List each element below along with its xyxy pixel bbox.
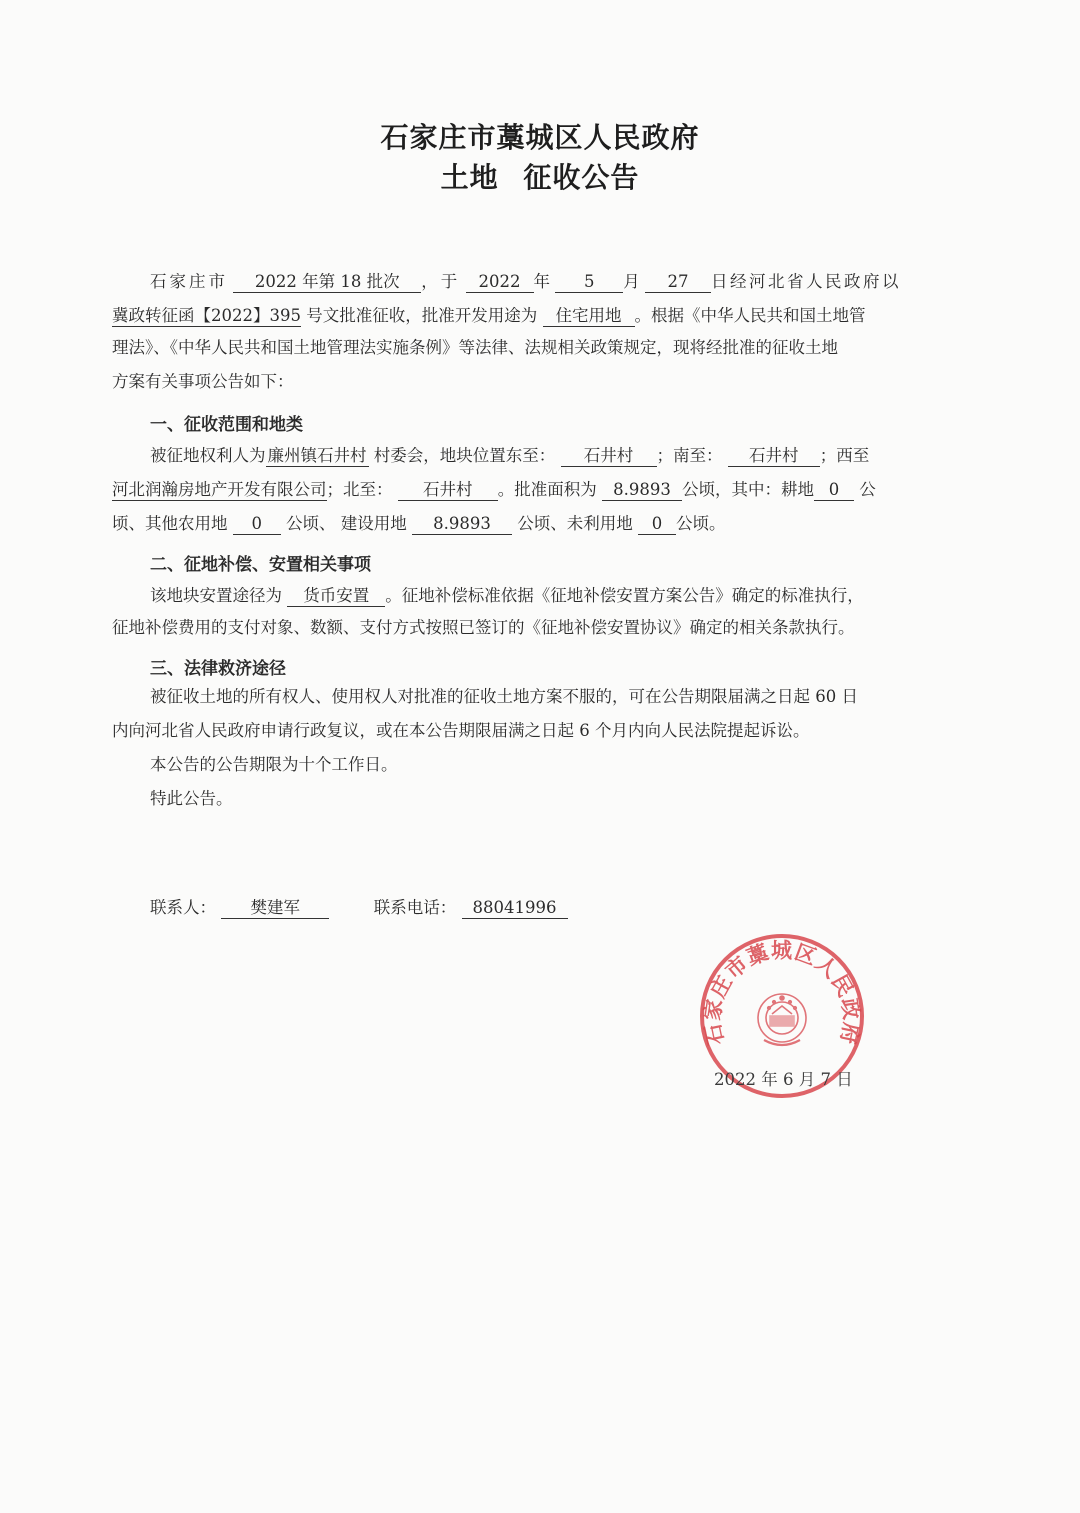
scope-text: 公顷。 [676, 514, 726, 533]
intro-text: 月 [623, 272, 640, 291]
issuer-title: 石家庄市藁城区人民政府 [380, 121, 700, 154]
scope-text: 。批准面积为 [497, 480, 597, 499]
contact-line [150, 894, 568, 919]
approval-month: 5 [555, 272, 623, 293]
compensation-text: 征地补偿费用的支付对象、数额、支付方式按照已签订的《征地补偿安置协议》确定的相关条款执行。 [112, 618, 855, 637]
section-heading-scope: 一、征收范围和地类 [150, 415, 303, 435]
scope-text: 顷、其他农用地 [112, 514, 228, 533]
notice-title: 土地 征收公告 [440, 161, 640, 194]
approved-area: 8.9893 [602, 480, 682, 501]
intro-text: 理法》、《中华人民共和国土地管理法实施条例》等法律、法规相关政策规定，现将经批准的征收土地 [112, 338, 838, 357]
boundary-east: 石井村 [561, 446, 657, 467]
contact-phone-label: 联系电话： [373, 898, 457, 917]
land-owner: 廉州镇石井村 [267, 446, 367, 465]
unused-area: 0 [638, 514, 676, 535]
boundary-north: 石井村 [398, 480, 498, 501]
other-agricultural-area: 0 [233, 514, 281, 535]
intro-text: 年 [533, 272, 550, 291]
resettlement-method: 货币安置 [287, 586, 385, 607]
intro-text: ，于 [421, 272, 461, 291]
scope-text: 村委会，地块位置东至： [373, 446, 556, 465]
boundary-south: 石井村 [728, 446, 820, 467]
legal-text: 内向河北省人民政府申请行政复议，或在本公告期限届满之日起 6 个月内向人民法院提起诉讼。 [112, 721, 810, 740]
scope-text: ；北至： [326, 480, 393, 499]
intro-text: 方案有关事项公告如下： [112, 372, 294, 391]
scope-text: 公顷、未利用地 [517, 514, 633, 533]
contact-person-label: 联系人： [150, 898, 216, 917]
approval-day: 27 [645, 272, 711, 293]
intro-text: 。根据《中华人民共和国土地管 [634, 306, 866, 325]
section-heading-compensation: 二、征地补偿、安置相关事项 [150, 555, 371, 575]
legal-text: 被征收土地的所有权人、使用权人对批准的征收土地方案不服的，可在公告期限届满之日起 60 日 [150, 687, 858, 706]
approval-document-number: 冀政转征函【2022】395 [112, 306, 301, 325]
intro-text: 石家庄市 [150, 272, 228, 291]
construction-area: 8.9893 [412, 514, 512, 535]
contact-phone: 88041996 [462, 898, 568, 919]
land-use-type: 住宅用地 [543, 306, 635, 327]
scope-text: 公 [859, 480, 876, 499]
contact-person: 樊建军 [221, 898, 329, 919]
issue-date: 2022 年 6 月 7 日 [714, 1070, 853, 1089]
section-heading-legal-remedy: 三、法律救济途径 [150, 659, 286, 679]
compensation-text: 。征地补偿标准依据《征地补偿安置方案公告》确定的标准执行， [385, 586, 864, 605]
scope-text: 公顷，其中：耕地 [682, 480, 814, 499]
scope-text: ；南至： [656, 446, 723, 465]
closing-text: 特此公告。 [150, 789, 233, 808]
svg-text:石家庄市藁城区人民政府: 石家庄市藁城区人民政府 [700, 938, 864, 1048]
validity-text: 本公告的公告期限为十个工作日。 [150, 755, 398, 774]
approval-year: 2022 [466, 272, 534, 293]
national-emblem-icon [758, 994, 806, 1045]
scope-text: ；西至 [819, 446, 870, 465]
scope-text: 公顷、 建设用地 [286, 514, 407, 533]
intro-text: 号文批准征收，批准开发用途为 [306, 306, 538, 325]
scope-text: 被征地权利人为 [150, 446, 266, 465]
farmland-area: 0 [814, 480, 854, 501]
compensation-text: 该地块安置途径为 [150, 586, 282, 605]
intro-text: 日经河北省人民政府以 [711, 272, 901, 291]
boundary-west: 河北润瀚房地产开发有限公司 [112, 480, 327, 499]
batch-number: 2022 年第 18 批次 [233, 272, 421, 293]
